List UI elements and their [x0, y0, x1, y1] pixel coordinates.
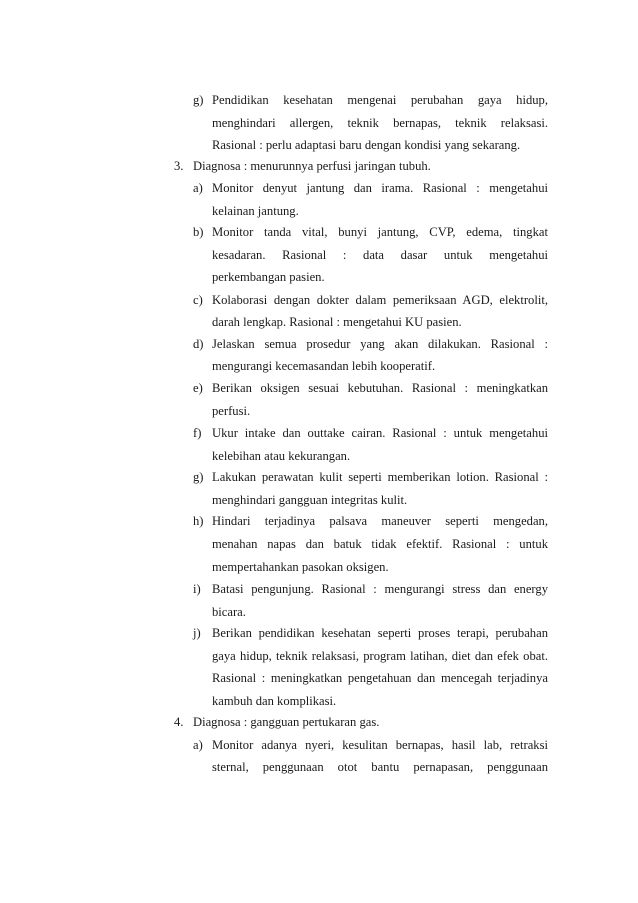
item-text-line: Pendidikan kesehatan mengenai perubahan gaya hidup, [212, 93, 548, 107]
item-marker: a) [193, 738, 203, 752]
item-text-line: bicara. [212, 605, 246, 619]
section-number: 3. [174, 159, 184, 173]
item-marker: j) [193, 626, 201, 640]
item-text-line: menghindari gangguan integritas kulit. [212, 493, 408, 507]
item-text-line: perfusi. [212, 404, 251, 418]
item-marker: d) [193, 337, 204, 351]
item-text-line: Monitor adanya nyeri, kesulitan bernapas, hasil lab, retraksi [212, 738, 548, 752]
item-text-line: perkembangan pasien. [212, 270, 325, 284]
item-text-line: menahan napas dan batuk tidak efektif. Rasional : untuk [212, 537, 548, 551]
section-number: 4. [174, 715, 184, 729]
item-text-line: Berikan pendidikan kesehatan seperti proses terapi, perubahan [212, 626, 548, 640]
section-heading: Diagnosa : menurunnya perfusi jaringan tubuh. [193, 159, 431, 173]
item-text-line: mempertahankan pasokan oksigen. [212, 560, 389, 574]
item-text-line: Ukur intake dan outtake cairan. Rasional : untuk mengetahui [212, 426, 548, 440]
item-marker: g) [193, 470, 204, 484]
item-text-line: gaya hidup, teknik relaksasi, program latihan, diet dan efek obat. [212, 649, 548, 663]
item-marker: h) [193, 514, 204, 528]
item-text-line: mengurangi kecemasandan lebih kooperatif. [212, 359, 436, 373]
item-marker: c) [193, 293, 203, 307]
item-marker: f) [193, 426, 202, 440]
item-text-line: kesadaran. Rasional : data dasar untuk mengetahui [212, 248, 548, 262]
item-text-line: Hindari terjadinya palsava maneuver seperti mengedan, [212, 514, 548, 528]
item-text-line: sternal, penggunaan otot bantu pernapasan, penggunaan [212, 760, 548, 774]
item-text-line: darah lengkap. Rasional : mengetahui KU pasien. [212, 315, 462, 329]
item-text-line: Monitor tanda vital, bunyi jantung, CVP, edema, tingkat [212, 225, 548, 239]
item-marker: a) [193, 181, 203, 195]
item-text-line: Lakukan perawatan kulit seperti memberikan lotion. Rasional : [212, 470, 548, 484]
item-marker: b) [193, 225, 204, 239]
item-text-line: Batasi pengunjung. Rasional : mengurangi stress dan energy [212, 582, 548, 596]
item-text-line: Jelaskan semua prosedur yang akan dilakukan. Rasional : [212, 337, 548, 351]
item-text-line: kambuh dan komplikasi. [212, 694, 337, 708]
item-text-line: Kolaborasi dengan dokter dalam pemeriksaan AGD, elektrolit, [212, 293, 548, 307]
item-marker: e) [193, 381, 203, 395]
item-text-line: kelebihan atau kekurangan. [212, 449, 351, 463]
item-text-line: Berikan oksigen sesuai kebutuhan. Rasional : meningkatkan [212, 381, 548, 395]
item-marker: g) [193, 93, 204, 107]
item-text-line: Rasional : perlu adaptasi baru dengan kondisi yang sekarang. [212, 138, 521, 152]
item-text-line: Monitor denyut jantung dan irama. Rasional : mengetahui [212, 181, 548, 195]
section-heading: Diagnosa : gangguan pertukaran gas. [193, 715, 380, 729]
item-text-line: kelainan jantung. [212, 204, 299, 218]
item-marker: i) [193, 582, 201, 596]
item-text-line: menghindari allergen, teknik bernapas, teknik relaksasi. [212, 116, 548, 130]
item-text-line: Rasional : meningkatkan pengetahuan dan mencegah terjadinya [212, 671, 548, 685]
